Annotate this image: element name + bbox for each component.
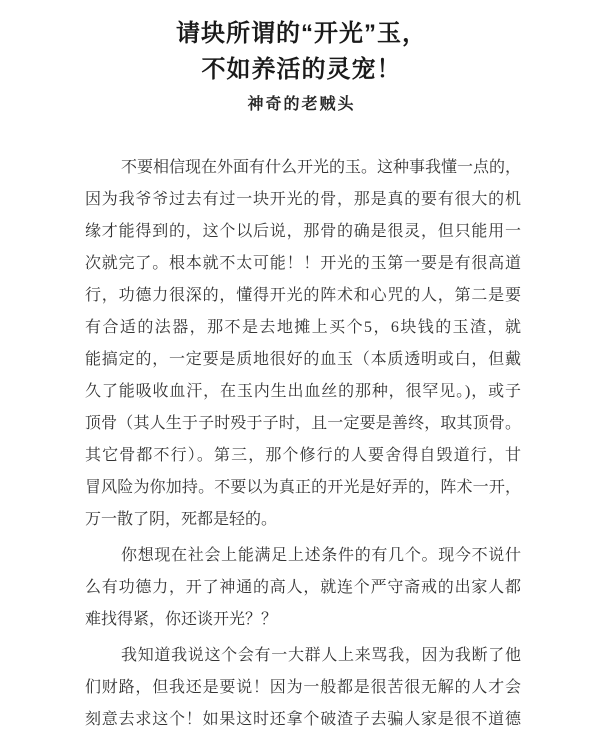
title-line-1: 请块所谓的“开光”玉， bbox=[176, 20, 427, 47]
body-line: 我知道我说这个会有一大群人上来骂我，因为我断了他 bbox=[121, 647, 521, 664]
body-line: 你想现在社会上能满足上述条件的有几个。现今不说什 bbox=[121, 547, 521, 564]
paragraph bbox=[85, 540, 521, 636]
paragraph bbox=[85, 152, 521, 536]
body-line: 顶骨（其人生于子时殁于子时，且一定要是善终，取其顶骨。 bbox=[85, 415, 521, 432]
body-line: 有合适的法器，那不是去地摊上买个5，6块钱的玉渣，就 bbox=[85, 319, 521, 336]
article-title bbox=[0, 16, 603, 88]
body-line: 不要相信现在外面有什么开光的玉。这种事我懂一点的， bbox=[121, 159, 521, 176]
article-body bbox=[85, 152, 521, 736]
body-line: 久了能吸收血汗，在玉内生出血丝的那种，很罕见。)，或子 bbox=[85, 383, 521, 400]
body-line: 刻意去求这个！如果这时还拿个破渣子去骗人家是很不道德 bbox=[85, 711, 521, 728]
body-line: 行，功德力很深的，懂得开光的阵术和心咒的人，第二是要 bbox=[85, 287, 521, 304]
body-line: 们财路，但我还是要说！因为一般都是很苦很无解的人才会 bbox=[85, 679, 521, 696]
body-line: 冒风险为你加持。不要以为真正的开光是好弄的，阵术一开， bbox=[85, 479, 521, 496]
body-line: 么有功德力，开了神通的高人，就连个严守斋戒的出家人都 bbox=[85, 579, 521, 596]
title-line-2: 不如养活的灵宠！ bbox=[201, 56, 402, 83]
body-line: 次就完了。根本就不太可能！！开光的玉第一要是有很高道 bbox=[85, 255, 521, 272]
body-line: 其它骨都不行）。第三，那个修行的人要舍得自毁道行，甘 bbox=[85, 447, 521, 464]
paragraph bbox=[85, 640, 521, 736]
body-line: 能搞定的，一定要是质地很好的血玉（本质透明或白，但戴 bbox=[85, 351, 521, 368]
body-line: 因为我爷爷过去有过一块开光的骨，那是真的要有很大的机 bbox=[85, 191, 521, 208]
body-line: 万一散了阴，死都是轻的。 bbox=[85, 511, 278, 528]
body-line: 缘才能得到的，这个以后说，那骨的确是很灵，但只能用一 bbox=[85, 223, 521, 240]
article-author: 神奇的老贼头 bbox=[247, 96, 356, 113]
body-line: 难找得紧，你还谈开光？？ bbox=[85, 611, 278, 628]
